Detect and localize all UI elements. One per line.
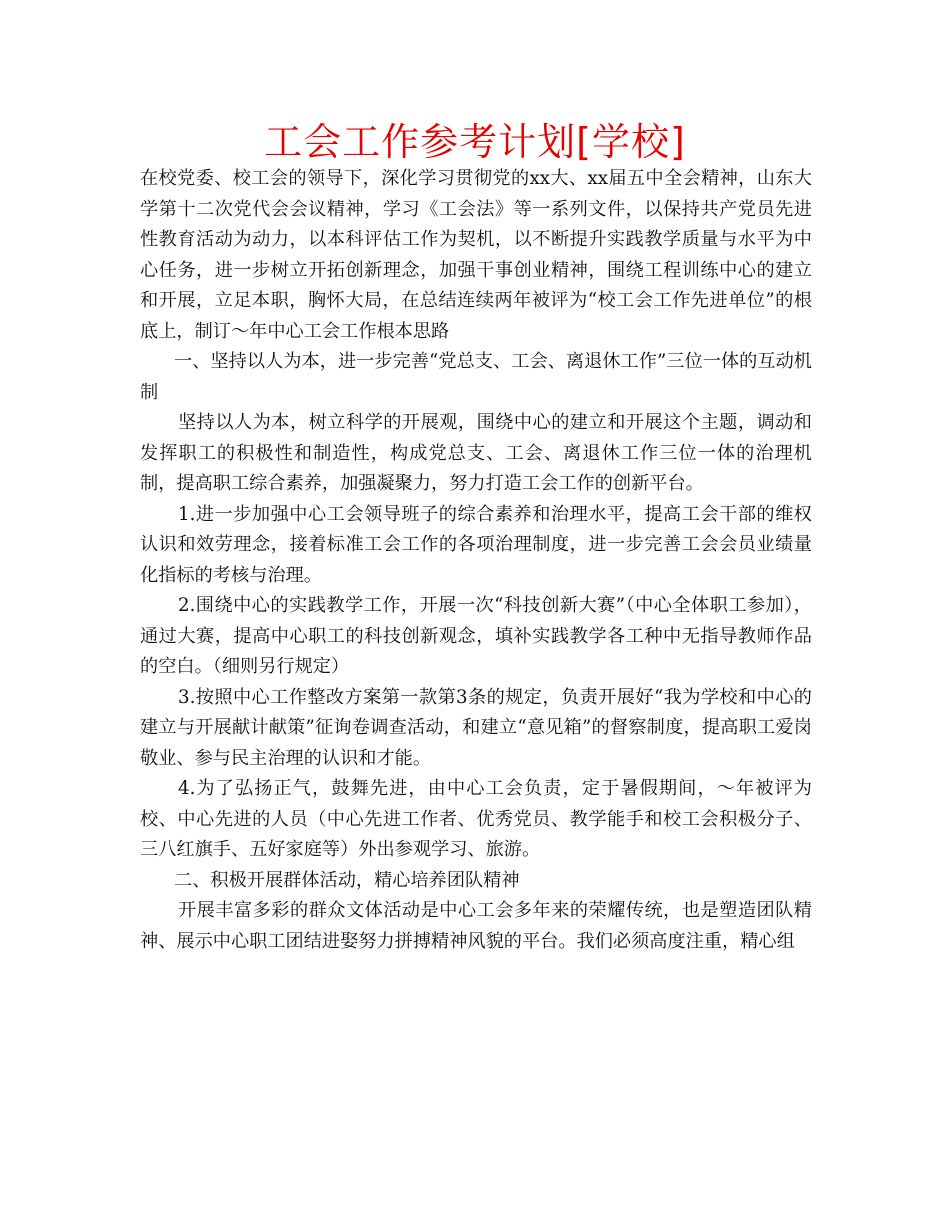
section-2-paragraph: 开展丰富多彩的群众文体活动是中心工会多年来的荣耀传统，也是塑造团队精神、展示中心职工团结进娶努力拼搏精神风貌的平台。我们必须高度注重，精心组 <box>140 900 812 952</box>
section-heading-1: 一、坚持以人为本，进一步完善“党总支、工会、离退休工作”三位一体的互动机制 <box>140 351 812 403</box>
list-item-3: 3.按照中心工作整改方案第一款第3条的规定，负责开展好“我为学校和中心的建立与开展献计献策”征询卷调查活动，和建立“意见箱”的督察制度，提高职工爱岗敬业、参与民主治理的认识和才能。 <box>140 686 812 769</box>
section-heading-2: 二、积极开展群体活动，精心培养团队精神 <box>174 869 520 891</box>
list-item-2: 2.围绕中心的实践教学工作，开展一次“科技创新大赛”（中心全体职工参加），通过大赛，提高中心职工的科技创新观念，填补实践教学各工种中无指导教师作品的空白。（细则另行规定） <box>140 595 812 677</box>
document-body <box>140 164 812 957</box>
intro-paragraph: 在校党委、校工会的领导下，深化学习贯彻党的xx大、xx届五中全会精神，山东大学第十二次党代会会议精神，学习《工会法》等一系列文件，以保持共产党员先进性教育活动为动力，以本科评估工作为契机，以不断提升实践教学质量与水平为中心任务，进一步树立开拓创新理念，加强干事创业精神，围绕工程训练中心的建立和开展，立足本职，胸怀大局，在总结连续两年被评为“校工会工作先进单位”的根底上，制订～年中心工会工作根本思路 <box>140 168 812 342</box>
section-1-paragraph: 坚持以人为本，树立科学的开展观，围绕中心的建立和开展这个主题，调动和发挥职工的积极性和制造性，构成党总支、工会、离退休工作三位一体的治理机制，提高职工综合素养，加强凝聚力，努力打造工会工作的创新平台。 <box>140 412 812 494</box>
document-title: 工会工作参考计划[学校] <box>264 120 686 164</box>
list-item-1: 1.进一步加强中心工会领导班子的综合素养和治理水平，提高工会干部的维权认识和效劳理念，接着标准工会工作的各项治理制度，进一步完善工会会员业绩量化指标的考核与治理。 <box>140 503 812 586</box>
list-item-4: 4.为了弘扬正气，鼓舞先进，由中心工会负责，定于暑假期间，～年被评为校、中心先进的人员（中心先进工作者、优秀党员、教学能手和校工会积极分子、三八红旗手、五好家庭等）外出参观学习、旅游。 <box>140 778 812 860</box>
